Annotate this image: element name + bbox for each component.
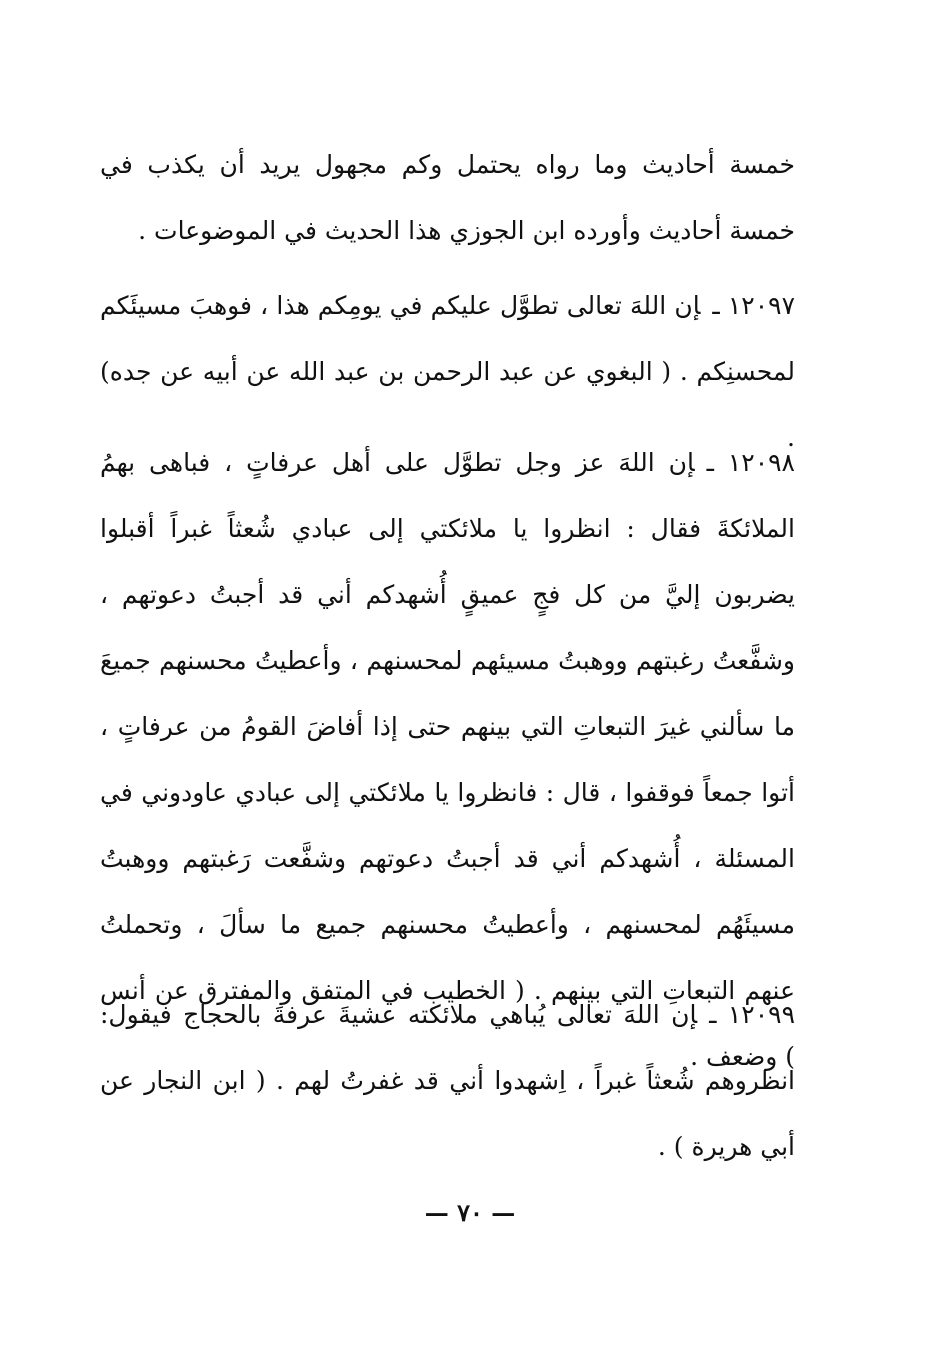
hadith-text: إن اللهَ تعالى يُباهي ملائكته عشيةَ عرفةَ بالحجاج فيقول: انظروهم شُعثاً غبراً ، اِشهدوا أني قد غفرتُ لهم . ( ابن النجار عن أبي هريرة ) .	[100, 1000, 795, 1161]
intro-paragraph	[100, 132, 795, 264]
hadith-paragraph	[100, 982, 795, 1180]
hadith-number: ١٢٠٩٩ ـ	[709, 1000, 795, 1029]
hadith-number: ١٢٠٩٨ ـ	[706, 448, 795, 477]
hadith-text: إن اللهَ عز وجل تطوَّل على أهل عرفاتٍ ، فباهى بهمُ الملائكةَ فقال : انظروا يا ملائكتي إلى عبادي شُعثاً غبراً أقبلوا يضربون إليَّ من كل فجٍ عميقٍ أُشهدكم أني قد أجبتُ دعوتهم ، وشفَّعتُ رغبتهم ووهبتُ مسيئهم لمحسنهم ، وأعطيتُ محسنهم جميعَ ما سألني غيرَ التبعاتِ التي بينهم حتى إذا أفاضَ القومُ من عرفاتٍ ، أتوا جمعاً فوقفوا ، قال : فانظروا يا ملائكتي إلى عبادي عاودوني في المسئلة ، أُشهدكم أني قد أجبتُ دعوتهم وشفَّعت رَغبتهم ووهبتُ مسيئَهُم لمحسنهم ، وأعطيتُ محسنهم جميع ما سألَ ، وتحملتُ عنهم التبعاتِ التي بينهم . ( الخطيب في المتفق والمفترق عن أنس ) وضعف .	[100, 448, 795, 1071]
hadith-number: ١٢٠٩٧ ـ	[712, 291, 795, 320]
hadith-text: إن اللهَ تعالى تطوَّل عليكم في يومِكم هذا ، فوهبَ مسيئَكم لمحسنِكم . ( البغوي عن عبد الرحمن بن عبد الله عن أبيه عن جده) .	[100, 291, 795, 452]
page-number: — ٧٠ —	[424, 1198, 516, 1227]
hadith-entry	[100, 982, 795, 1180]
intro-text: خمسة أحاديث وما رواه يحتمل وكم مجهول يريد أن يكذب في خمسة أحاديث وأورده ابن الجوزي هذا الحديث في الموضوعات .	[100, 150, 795, 245]
